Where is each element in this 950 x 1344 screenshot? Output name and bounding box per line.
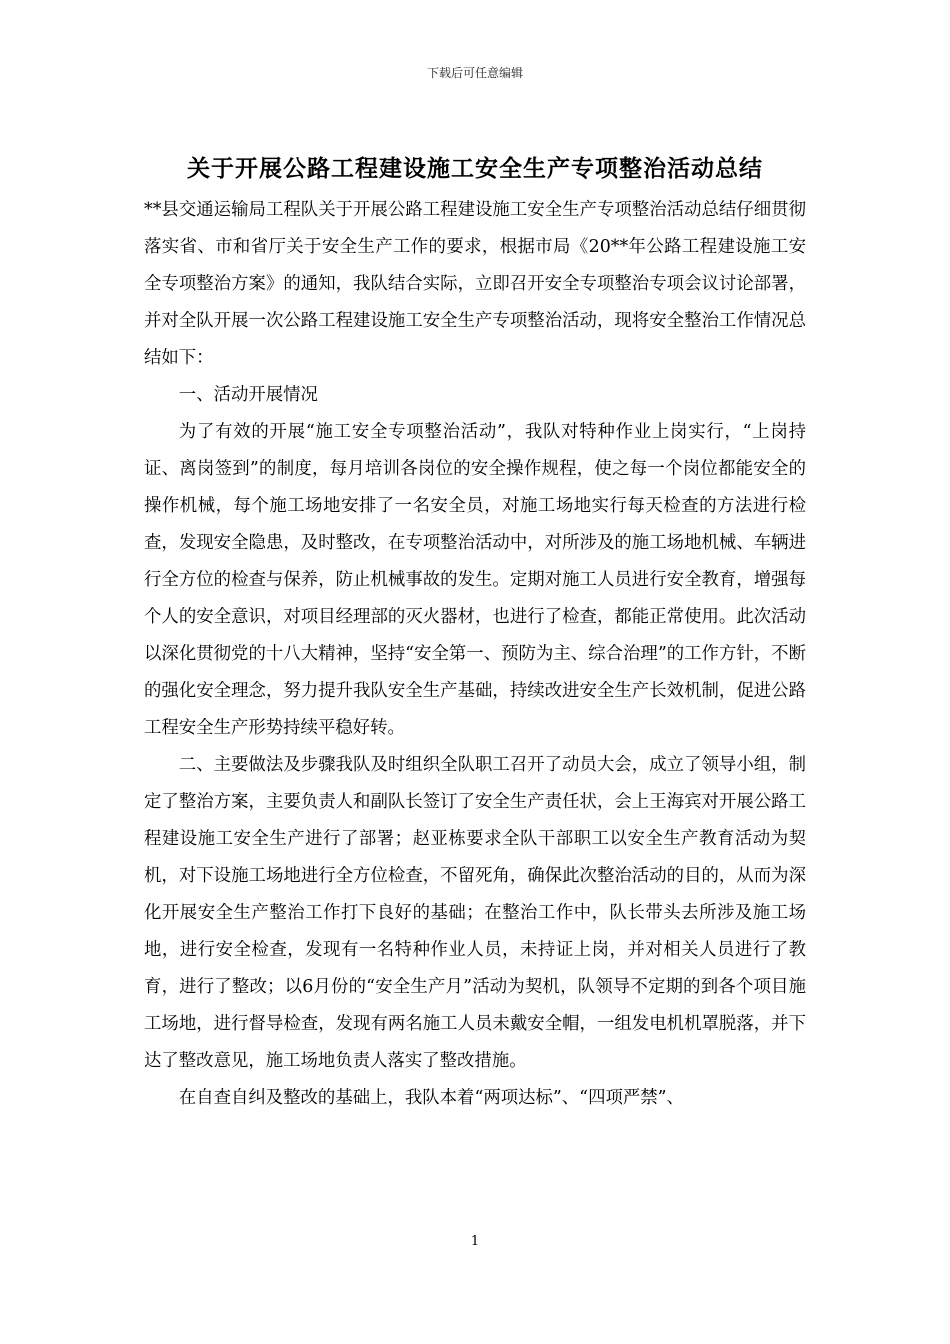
document-title: 关于开展公路工程建设施工安全生产专项整治活动总结: [187, 155, 763, 182]
paragraph-activity: 为了有效的开展“施工安全专项整治活动”，我队对特种作业上岗实行，“上岗持证、离岗签到”的制度，每月培训各岗位的安全操作规程，使之每一个岗位都能安全的操作机械，每个施工场地安排了一名安全员，对施工场地实行每天检查的方法进行检查，发现安全隐患，及时整改，在专项整治活动中，对所涉及的施工场地机械、车辆进行全方位的检查与保养，防止机械事故的发生。定期对施工人员进行安全教育，增强每个人的安全意识，对项目经理部的灭火器材，也进行了检查，都能正常使用。此次活动以深化贯彻党的十八大精神，坚持“安全第一、预防为主、综合治理”的工作方针，不断的强化安全理念，努力提升我队安全生产基础，持续改进安全生产长效机制，促进公路工程安全生产形势持续平稳好转。: [144, 422, 806, 738]
page-number: 1: [470, 1234, 480, 1249]
section-heading-1: 一、活动开展情况: [178, 385, 318, 405]
page-header-note: 下载后可任意编辑: [426, 66, 523, 80]
paragraph-methods: 二、主要做法及步骤我队及时组织全队职工召开了动员大会，成立了领导小组，制定了整治方案，主要负责人和副队长签订了安全生产责任状，会上王海宾对开展公路工程建设施工安全生产进行了部署；赵亚栋要求全队干部职工以安全生产教育活动为契机，对下设施工场地进行全方位检查，不留死角，确保此次整治活动的目的，从而为深化开展安全生产整治工作打下良好的基础；在整治工作中，队长带头去所涉及施工场地，进行安全检查，发现有一名特种作业人员，未持证上岗，并对相关人员进行了教育，进行了整改；以6月份的“安全生产月”活动为契机，队领导不定期的到各个项目施工场地，进行督导检查，发现有两名施工人员未戴安全帽，一组发电机机罩脱落，并下达了整改意见，施工场地负责人落实了整改措施。: [144, 755, 806, 1071]
document-body: [144, 192, 806, 1117]
paragraph-intro: **县交通运输局工程队关于开展公路工程建设施工安全生产专项整治活动总结仔细贯彻落实省、市和省厅关于安全生产工作的要求，根据市局《20**年公路工程建设施工安全专项整治方案》的通知，我队结合实际，立即召开安全专项整治专项会议讨论部署，并对全队开展一次公路工程建设施工安全生产专项整治活动，现将安全整治工作情况总结如下：: [144, 200, 806, 368]
paragraph-continued: 在自查自纠及整改的基础上，我队本着“两项达标”、“四项严禁”、: [178, 1088, 684, 1108]
